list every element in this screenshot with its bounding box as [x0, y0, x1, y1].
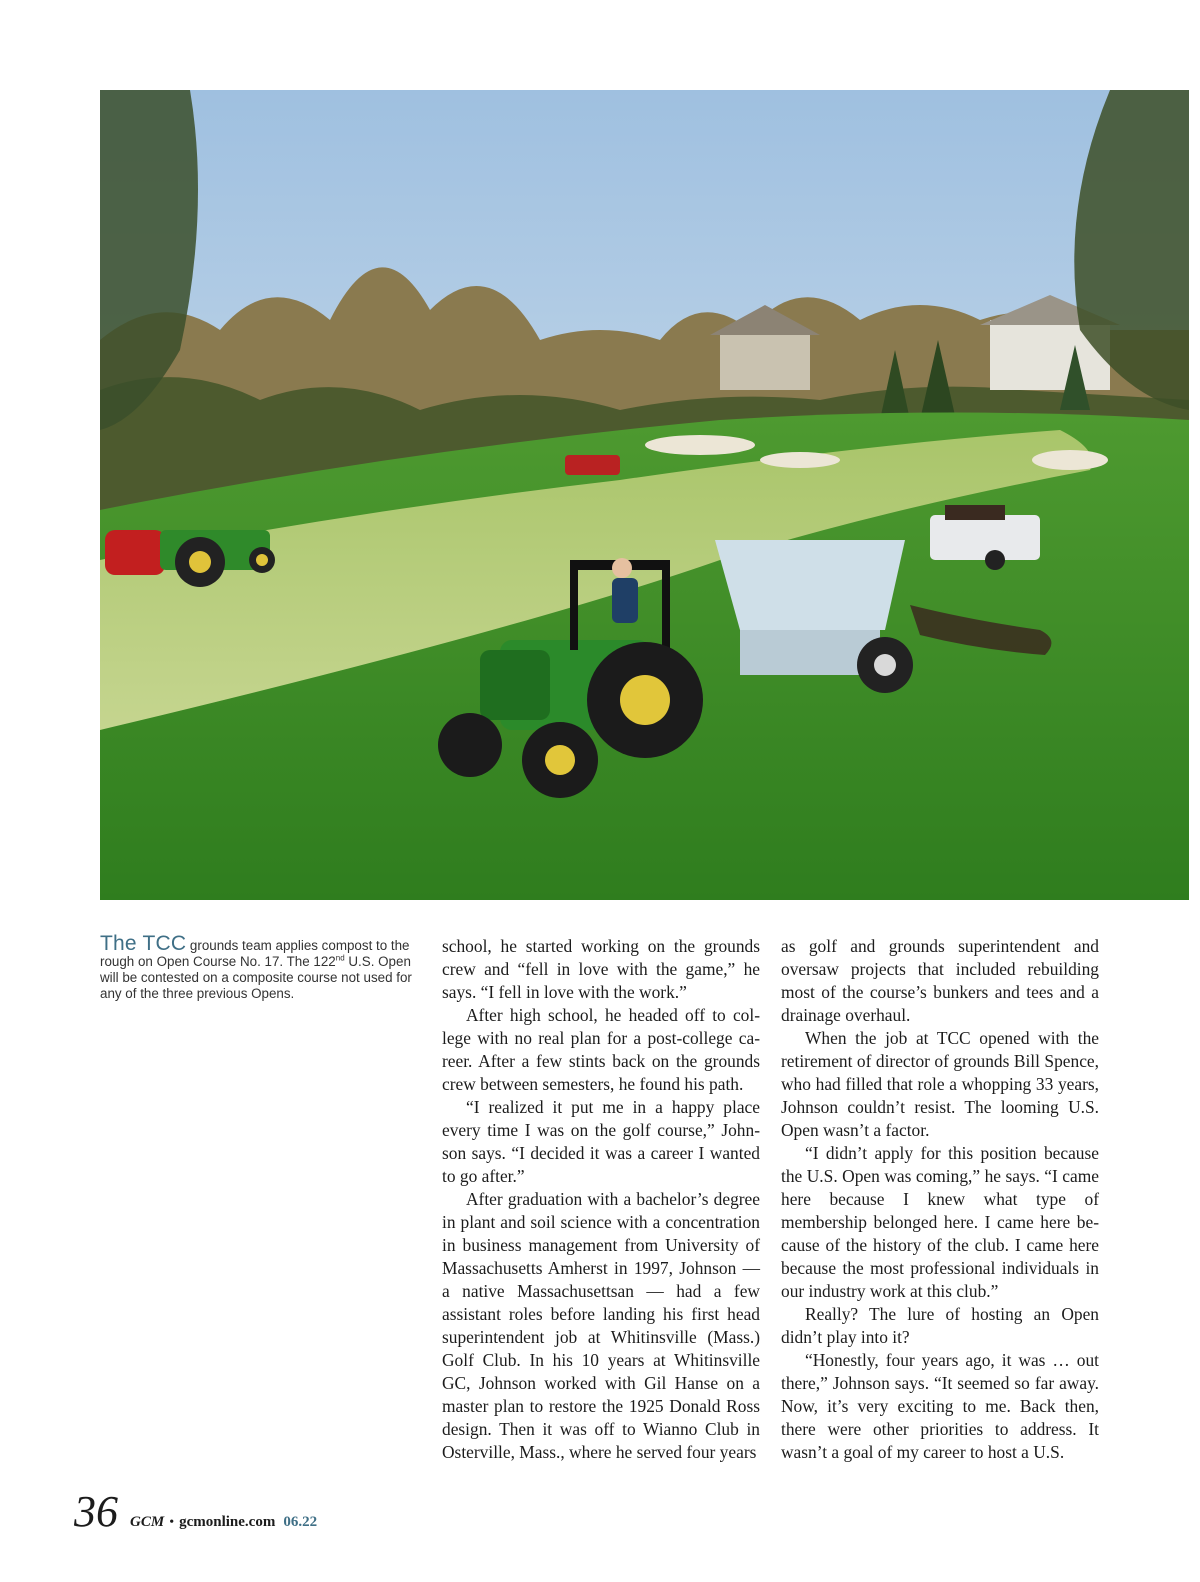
golf-course-scene — [100, 90, 1189, 900]
caption-lead: The TCC — [100, 932, 187, 955]
caption-text: grounds team applies compost to the rough on Open Course No. 17. The 122 — [100, 938, 410, 969]
paragraph: After graduation with a bachelor’s degree in plant and soil science with a concentration in business management from University of Massachusetts Amherst in 1997, Johnson — a native Massachusettsan — had a few assistant roles before landing his first head superintendent job at Whitinsville (Mass.) Golf Club. In his 10 years at Whitinsville GC, Johnson worked with Gil Hanse on a master plan to restore the 1925 Donald Ross design. Then it was off to Wianno Club in Osterville, Mass., where he served four years — [442, 1189, 760, 1462]
paragraph: school, he started working on the grounds crew and “fell in love with the game,” he says. “I fell in love with the work.” — [442, 936, 760, 1002]
paragraph: “I didn’t apply for this position because the U.S. Open was coming,” he says. “I came here because I knew what type of membership belonged here. I came here because of the history of the club. I came here because the most professional individuals in our industry work at this club.” — [781, 1143, 1099, 1301]
paragraph: Really? The lure of hosting an Open didn’t play into it? — [781, 1304, 1099, 1347]
photo-caption — [100, 932, 420, 1002]
page-footer — [74, 1486, 317, 1536]
website-link[interactable]: gcmonline.com — [179, 1514, 276, 1530]
article-column-middle — [442, 935, 760, 1464]
article-column-right — [781, 935, 1099, 1464]
caption-ordinal-suffix: nd — [335, 953, 345, 963]
article-photo — [100, 90, 1189, 900]
issue-date: 06.22 — [283, 1514, 318, 1530]
page-number: 36 — [74, 1487, 118, 1536]
footer-bullet: • — [169, 1515, 175, 1530]
paragraph: When the job at TCC opened with the retirement of director of grounds Bill Spence, who had filled that role a whopping 33 years, Johnson couldn’t resist. The looming U.S. Open wasn’t a factor. — [781, 1028, 1099, 1140]
paragraph: as golf and grounds superintendent and oversaw projects that included rebuilding most of the course’s bunkers and tees and a drainage overhaul. — [781, 936, 1099, 1025]
paragraph: “I realized it put me in a happy place every time I was on the golf course,” Johnson says. “I decided it was a career I wanted to go after.” — [442, 1097, 760, 1186]
magazine-name: GCM — [130, 1514, 165, 1530]
paragraph: After high school, he headed off to college with no real plan for a post-college career. After a few stints back on the grounds crew between semesters, he found his path. — [442, 1005, 760, 1094]
caption-text-end: U.S. Open will be contested on a composite course not used for any of the three previous Opens. — [100, 954, 412, 1001]
paragraph: “Honestly, four years ago, it was … out there,” Johnson says. “It seemed so far away. Now, it’s very exciting to me. Back then, there were other priorities to address. It wasn’t a goal of my career to host a U.S. — [781, 1350, 1099, 1462]
